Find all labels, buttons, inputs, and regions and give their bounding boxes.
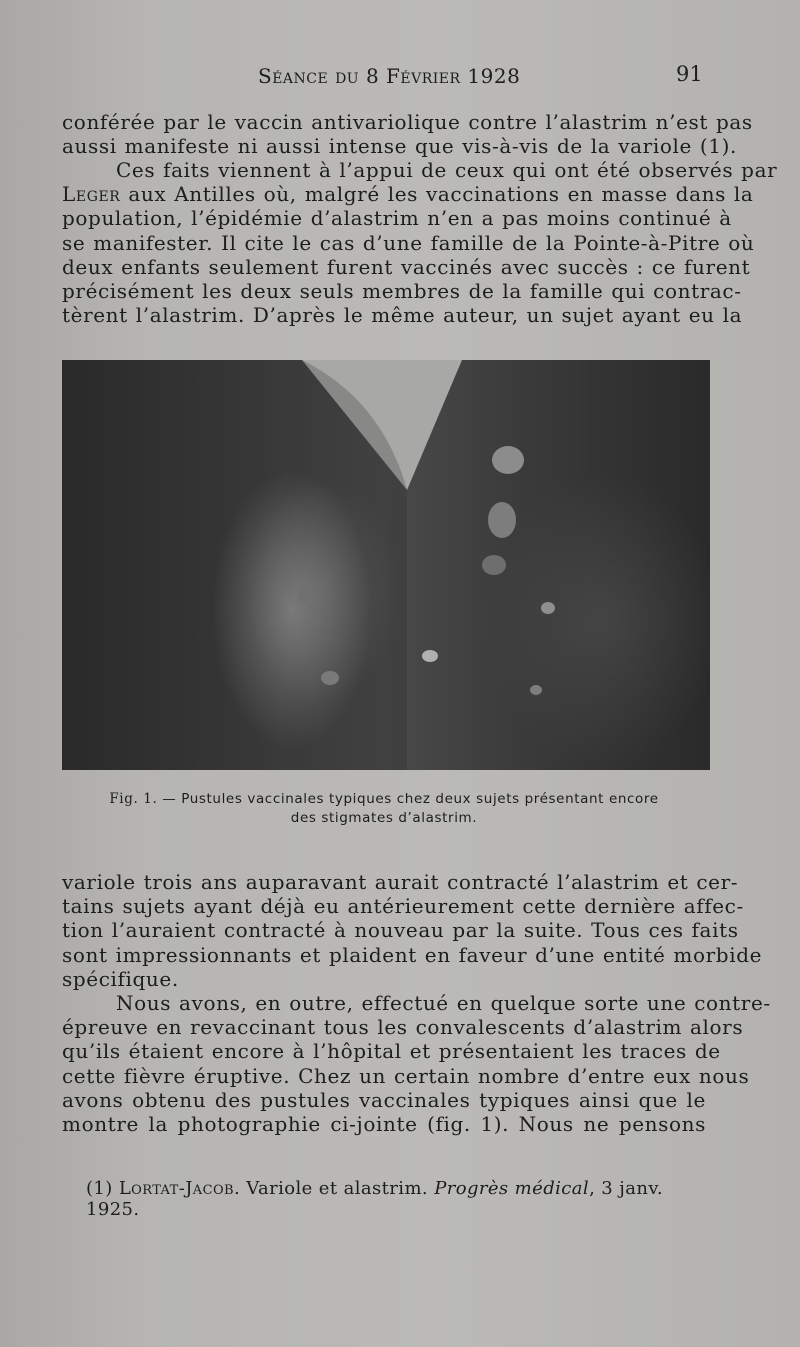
text-line: épreuve en revaccinant tous les convalescents d’alastrim alors bbox=[62, 1015, 744, 1040]
author-name: Leger bbox=[62, 182, 121, 207]
text-line bbox=[62, 182, 754, 207]
figure-caption bbox=[62, 790, 706, 828]
text-line: tion l’auraient contracté à nouveau par la suite. Tous ces faits bbox=[62, 918, 739, 943]
paragraph-3 bbox=[62, 870, 763, 991]
paragraph-1 bbox=[62, 110, 753, 159]
text-line: aussi manifeste ni aussi intense que vis-à-vis de la variole (1). bbox=[62, 134, 737, 159]
footnote-author: Lortat-Jacob bbox=[118, 1178, 234, 1199]
text-line: spécifique. bbox=[62, 966, 179, 991]
paragraph-2 bbox=[62, 158, 778, 328]
running-head: Séance du 8 Février 1928 bbox=[258, 64, 521, 88]
photograph-illustration bbox=[62, 360, 710, 770]
footnote bbox=[86, 1178, 706, 1220]
caption-line-2: des stigmates d’alastrim. bbox=[290, 810, 478, 826]
text-line: montre la photographie ci-jointe (fig. 1). Nous ne pensons bbox=[62, 1112, 706, 1137]
text-line: deux enfants seulement furent vaccinés avec succès : ce furent bbox=[62, 254, 751, 279]
text-line: sont impressionnants et plaident en faveur d’une entité morbide bbox=[62, 942, 763, 967]
text-line: population, l’épidémie d’alastrim n’en a pas moins continué à bbox=[62, 206, 732, 231]
text-line: précisément les deux seuls membres de la famille qui contrac- bbox=[62, 279, 742, 304]
text-line: tèrent l’alastrim. D’après le même auteur, un sujet ayant eu la bbox=[62, 303, 743, 328]
text-line: Nous avons, en outre, effectué en quelque sorte une contre- bbox=[116, 991, 771, 1015]
figure-photograph bbox=[62, 360, 710, 770]
text-line: avons obtenu des pustules vaccinales typiques ainsi que le bbox=[62, 1087, 706, 1112]
caption-line-1 bbox=[62, 790, 706, 809]
page-number: 91 bbox=[676, 62, 703, 86]
footnote-journal: Progrès médical bbox=[434, 1178, 590, 1199]
text-line: cette fièvre éruptive. Chez un certain nombre d’entre eux nous bbox=[62, 1063, 750, 1088]
text-span: aux Antilles où, malgré les vaccinations en masse dans la bbox=[120, 182, 754, 207]
text-line: se manifester. Il cite le cas d’une famille de la Pointe-à-Pitre où bbox=[62, 230, 755, 255]
footnote-marker: (1) bbox=[86, 1178, 119, 1199]
figure-label: Fig. 1. bbox=[109, 791, 158, 807]
text-line: Ces faits viennent à l’appui de ceux qui ont été observés par bbox=[116, 158, 778, 182]
text-line: qu’ils étaient encore à l’hôpital et présentaient les traces de bbox=[62, 1039, 721, 1064]
footnote-text: . Variole et alastrim. bbox=[233, 1178, 435, 1199]
footnote-date: , 3 janv. 1925. bbox=[86, 1178, 663, 1220]
text-line: variole trois ans auparavant aurait contracté l’alastrim et cer- bbox=[62, 870, 739, 894]
paragraph-4 bbox=[62, 991, 771, 1137]
page-header bbox=[0, 60, 800, 90]
text-line: conférée par le vaccin antivariolique contre l’alastrim n’est pas bbox=[62, 110, 753, 134]
caption-text: — Pustules vaccinales typiques chez deux sujets présentant encore bbox=[157, 791, 659, 807]
text-line: tains sujets ayant déjà eu antérieurement cette dernière affec- bbox=[62, 894, 744, 919]
